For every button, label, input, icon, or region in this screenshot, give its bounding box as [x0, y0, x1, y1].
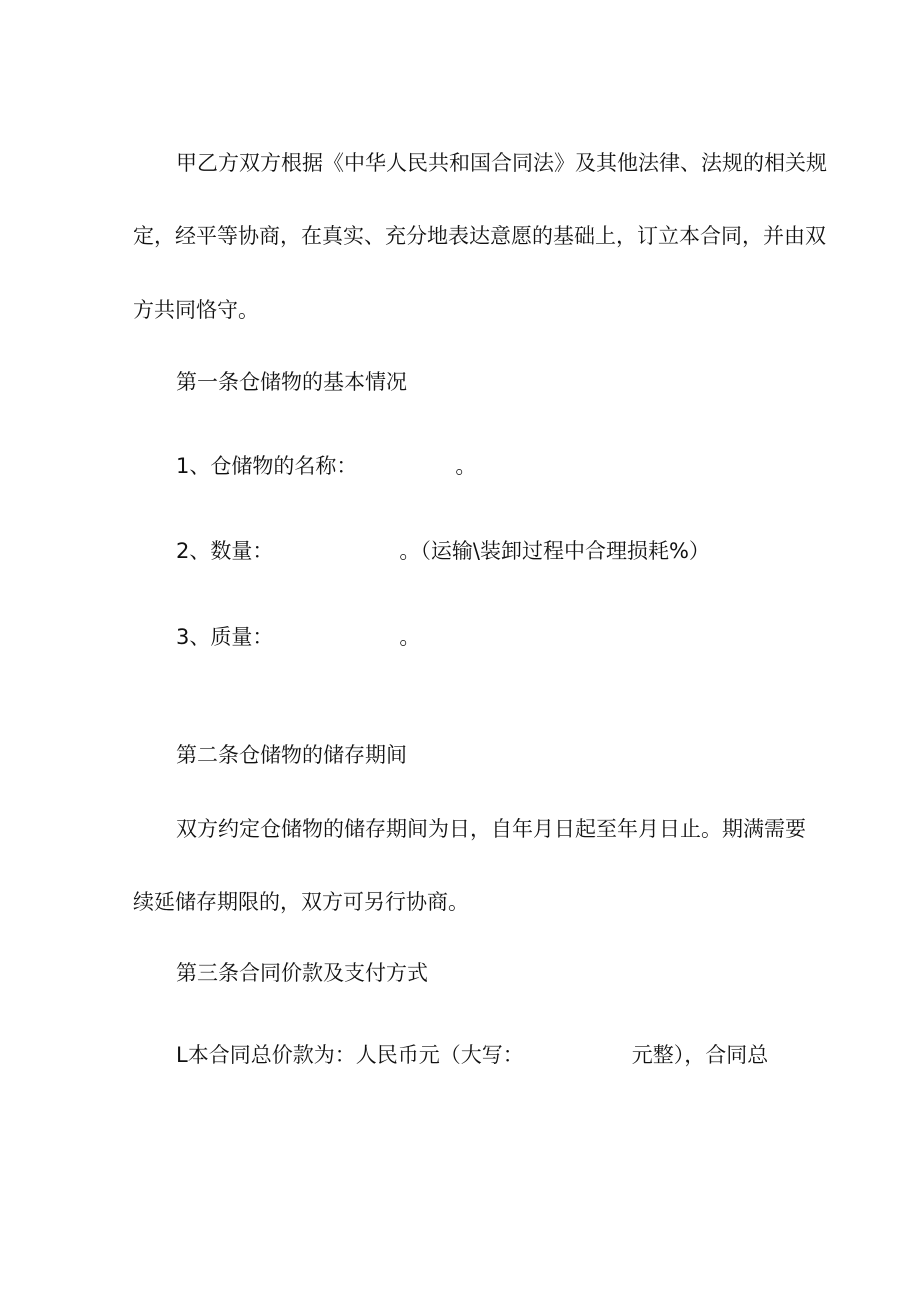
article-2-heading: 第二条仓储物的储存期间 — [176, 743, 407, 767]
preamble-line-3: 方共同恪守。 — [133, 298, 259, 322]
article-2-line-2: 续延储存期限的，双方可另行协商。 — [133, 890, 469, 914]
article-1-item-2 — [176, 537, 710, 565]
article-2-line-1: 双方约定仓储物的储存期间为日，自年月日起至年月日止。期满需要 — [176, 817, 806, 841]
article-3-item-1-label: L本合同总价款为：人民币元（大写： — [176, 1043, 524, 1067]
item-3-end: 。 — [399, 625, 421, 649]
item-1-label: 1、仓储物的名称： — [176, 454, 358, 478]
item-2-label: 2、数量： — [176, 539, 274, 563]
article-1-item-1 — [176, 452, 476, 480]
article-3-heading: 第三条合同价款及支付方式 — [176, 961, 428, 985]
preamble-line-1: 甲乙方双方根据《中华人民共和国合同法》及其他法律、法规的相关规 — [176, 151, 827, 175]
article-3-item-1 — [176, 1041, 768, 1069]
item-3-label: 3、质量： — [176, 625, 274, 649]
article-1-item-3 — [176, 623, 420, 651]
article-3-item-1-end: 元整），合同总 — [631, 1043, 769, 1067]
preamble-line-2: 定，经平等协商，在真实、充分地表达意愿的基础上，订立本合同，并由双 — [133, 224, 826, 248]
article-1-heading: 第一条仓储物的基本情况 — [176, 370, 407, 394]
item-1-end: 。 — [455, 454, 477, 478]
item-2-end: 。（运输\装卸过程中合理损耗%） — [399, 539, 710, 563]
